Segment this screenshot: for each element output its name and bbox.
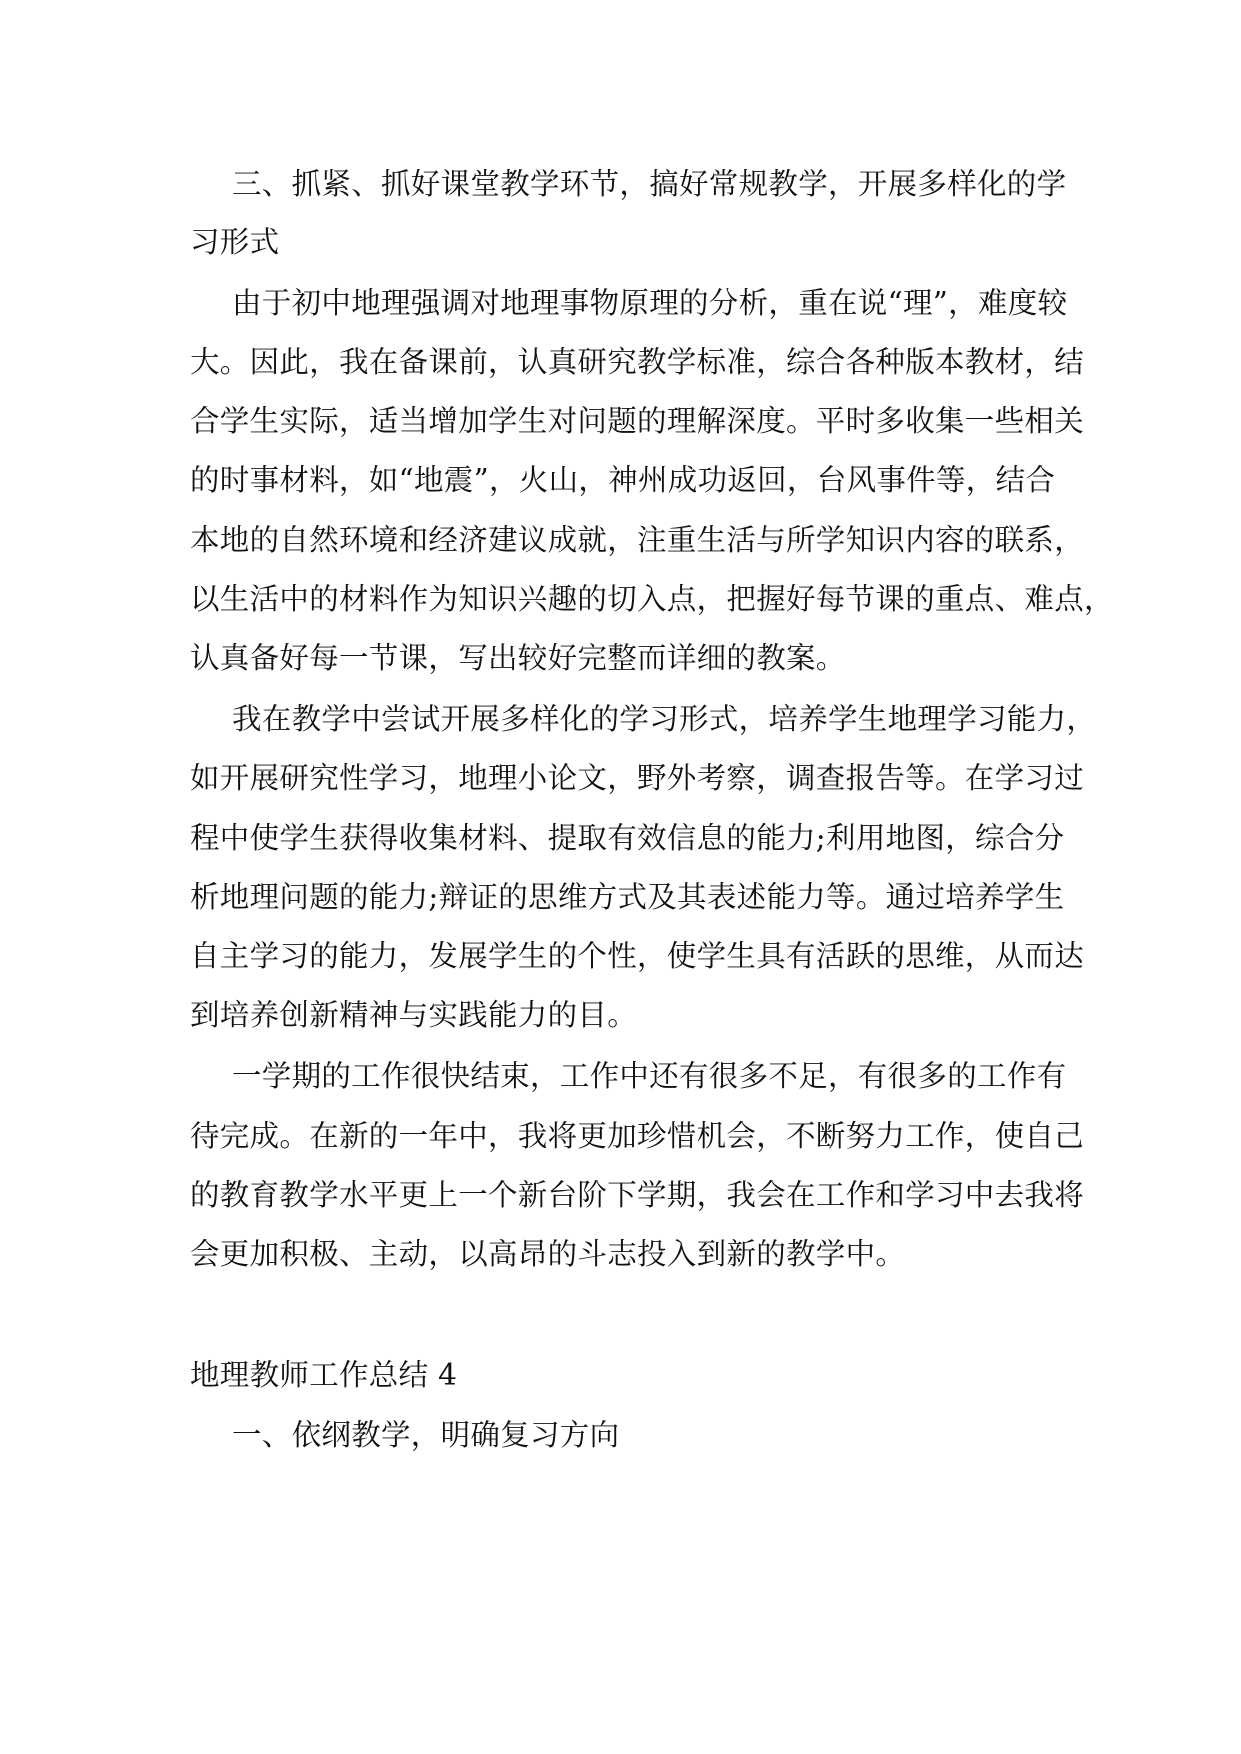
paragraph-line: 我在教学中尝试开展多样化的学习形式，培养学生地理学习能力， — [232, 702, 1097, 736]
section-heading-3-cont: 习形式 — [190, 225, 280, 259]
paragraph-line: 的时事材料，如“地震”，火山，神州成功返回，台风事件等，结合 — [190, 463, 1056, 497]
paragraph-line: 合学生实际，适当增加学生对问题的理解深度。平时多收集一些相关 — [190, 404, 1085, 438]
document-title: 地理教师工作总结 4 — [190, 1358, 458, 1392]
section-heading-1: 一、依纲教学，明确复习方向 — [232, 1418, 620, 1452]
paragraph-line: 待完成。在新的一年中，我将更加珍惜机会，不断努力工作，使自己 — [190, 1119, 1085, 1153]
paragraph-line: 认真备好每一节课，写出较好完整而详细的教案。 — [190, 641, 846, 675]
paragraph-line: 以生活中的材料作为知识兴趣的切入点，把握好每节课的重点、难点， — [190, 582, 1114, 616]
paragraph-line: 由于初中地理强调对地理事物原理的分析，重在说“理”，难度较 — [232, 286, 1068, 320]
paragraph-line: 一学期的工作很快结束，工作中还有很多不足，有很多的工作有 — [232, 1059, 1067, 1093]
paragraph-line: 如开展研究性学习，地理小论文，野外考察，调查报告等。在学习过 — [190, 761, 1085, 795]
paragraph-line: 自主学习的能力，发展学生的个性，使学生具有活跃的思维，从而达 — [190, 939, 1085, 973]
paragraph-line: 程中使学生获得收集材料、提取有效信息的能力;利用地图，综合分 — [190, 821, 1065, 855]
paragraph-line: 的教育教学水平更上一个新台阶下学期，我会在工作和学习中去我将 — [190, 1178, 1085, 1212]
paragraph-line: 会更加积极、主动，以高昂的斗志投入到新的教学中。 — [190, 1237, 906, 1271]
section-heading-3: 三、抓紧、抓好课堂教学环节，搞好常规教学，开展多样化的学 — [232, 167, 1067, 201]
paragraph-line: 到培养创新精神与实践能力的目。 — [190, 998, 638, 1032]
paragraph-line: 大。因此，我在备课前，认真研究教学标准，综合各种版本教材，结 — [190, 345, 1085, 379]
paragraph-line: 析地理问题的能力;辩证的思维方式及其表述能力等。通过培养学生 — [190, 880, 1065, 914]
paragraph-line: 本地的自然环境和经济建议成就，注重生活与所学知识内容的联系， — [190, 523, 1085, 557]
